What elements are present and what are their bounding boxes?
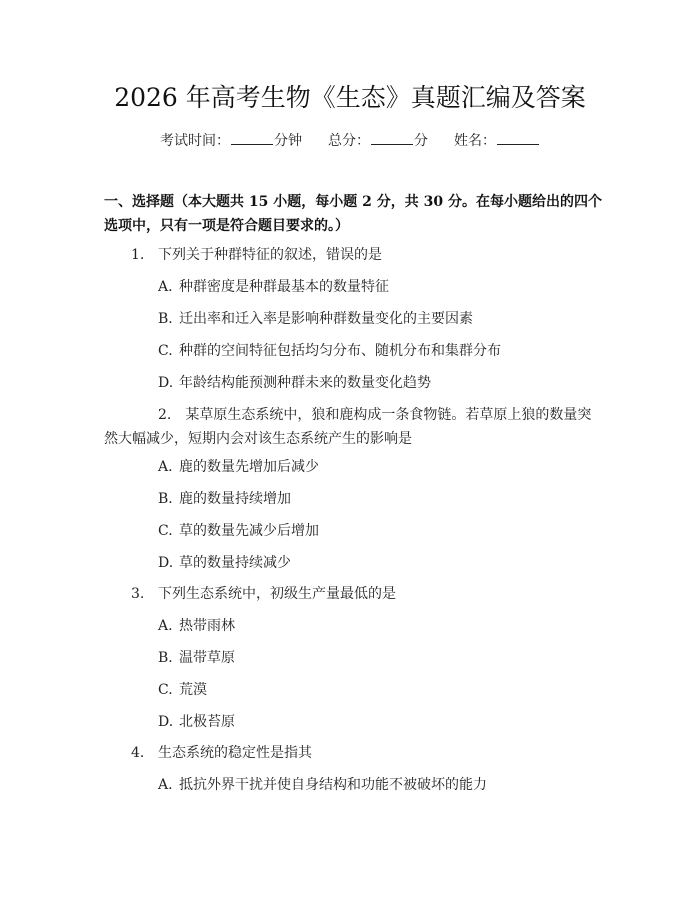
- option-text: 年龄结构能预测种群未来的数量变化趋势: [179, 375, 431, 391]
- score-unit: 分: [414, 133, 428, 149]
- score-blank: [371, 131, 413, 145]
- option-letter: A.: [158, 459, 173, 475]
- option-item: [158, 773, 598, 797]
- option-letter: B.: [158, 311, 173, 327]
- question-number: 2.: [158, 407, 172, 423]
- name-blank: [497, 131, 539, 145]
- option-letter: D.: [158, 714, 174, 730]
- question-number: 4.: [131, 745, 145, 761]
- question-stem: [104, 243, 598, 267]
- option-letter: C.: [158, 523, 173, 539]
- question-text: 下列关于种群特征的叙述，错误的是: [158, 247, 382, 263]
- time-label: 考试时间：: [160, 133, 230, 149]
- option-text: 热带雨林: [179, 618, 235, 634]
- option-item: [158, 551, 598, 575]
- option-item: [158, 678, 598, 702]
- score-label: 总分：: [328, 133, 370, 149]
- option-item: [158, 371, 598, 395]
- question-number: 1.: [131, 247, 145, 263]
- option-letter: A.: [158, 279, 173, 295]
- time-blank: [231, 131, 273, 145]
- option-item: [158, 275, 598, 299]
- question-text: 生态系统的稳定性是指其: [158, 745, 312, 761]
- option-item: [158, 710, 598, 734]
- option-text: 种群的空间特征包括均匀分布、随机分布和集群分布: [179, 343, 501, 359]
- question-stem: [104, 582, 598, 606]
- option-letter: A.: [158, 777, 173, 793]
- option-item: [158, 455, 598, 479]
- option-item: [158, 339, 598, 363]
- question-stem: [104, 403, 598, 451]
- page-title: 2026 年高考生物《生态》真题汇编及答案: [114, 83, 586, 112]
- option-text: 荒漠: [179, 682, 207, 698]
- name-label: 姓名：: [454, 133, 496, 149]
- option-letter: B.: [158, 491, 173, 507]
- option-text: 种群密度是种群最基本的数量特征: [179, 279, 389, 295]
- option-text: 草的数量持续减少: [179, 555, 291, 571]
- question-number: 3.: [131, 586, 145, 602]
- time-unit: 分钟: [274, 133, 302, 149]
- option-text: 草的数量先减少后增加: [179, 523, 319, 539]
- exam-info-line: [0, 131, 700, 151]
- question-text: 下列生态系统中，初级生产量最低的是: [158, 586, 396, 602]
- option-item: [158, 519, 598, 543]
- option-letter: C.: [158, 682, 173, 698]
- option-letter: B.: [158, 650, 173, 666]
- option-letter: D.: [158, 555, 174, 571]
- section-heading: 一、选择题（本大题共 15 小题，每小题 2 分，共 30 分。在每小题给出的四个选项中，只有一项是符合题目要求的。）: [104, 194, 602, 234]
- option-item: [158, 487, 598, 511]
- option-text: 鹿的数量先增加后减少: [179, 459, 319, 475]
- option-text: 迁出率和迁入率是影响种群数量变化的主要因素: [179, 311, 473, 327]
- option-text: 鹿的数量持续增加: [179, 491, 291, 507]
- option-text: 温带草原: [179, 650, 235, 666]
- option-letter: A.: [158, 618, 173, 634]
- question-stem: [104, 741, 598, 765]
- option-item: [158, 646, 598, 670]
- option-item: [158, 614, 598, 638]
- option-text: 北极苔原: [179, 714, 235, 730]
- option-item: [158, 307, 598, 331]
- option-text: 抵抗外界干扰并使自身结构和功能不被破坏的能力: [179, 777, 487, 793]
- option-letter: D.: [158, 375, 174, 391]
- option-letter: C.: [158, 343, 173, 359]
- question-text: 某草原生态系统中，狼和鹿构成一条食物链。若草原上狼的数量突然大幅减少，短期内会对该生态系统产生的影响是: [104, 407, 592, 447]
